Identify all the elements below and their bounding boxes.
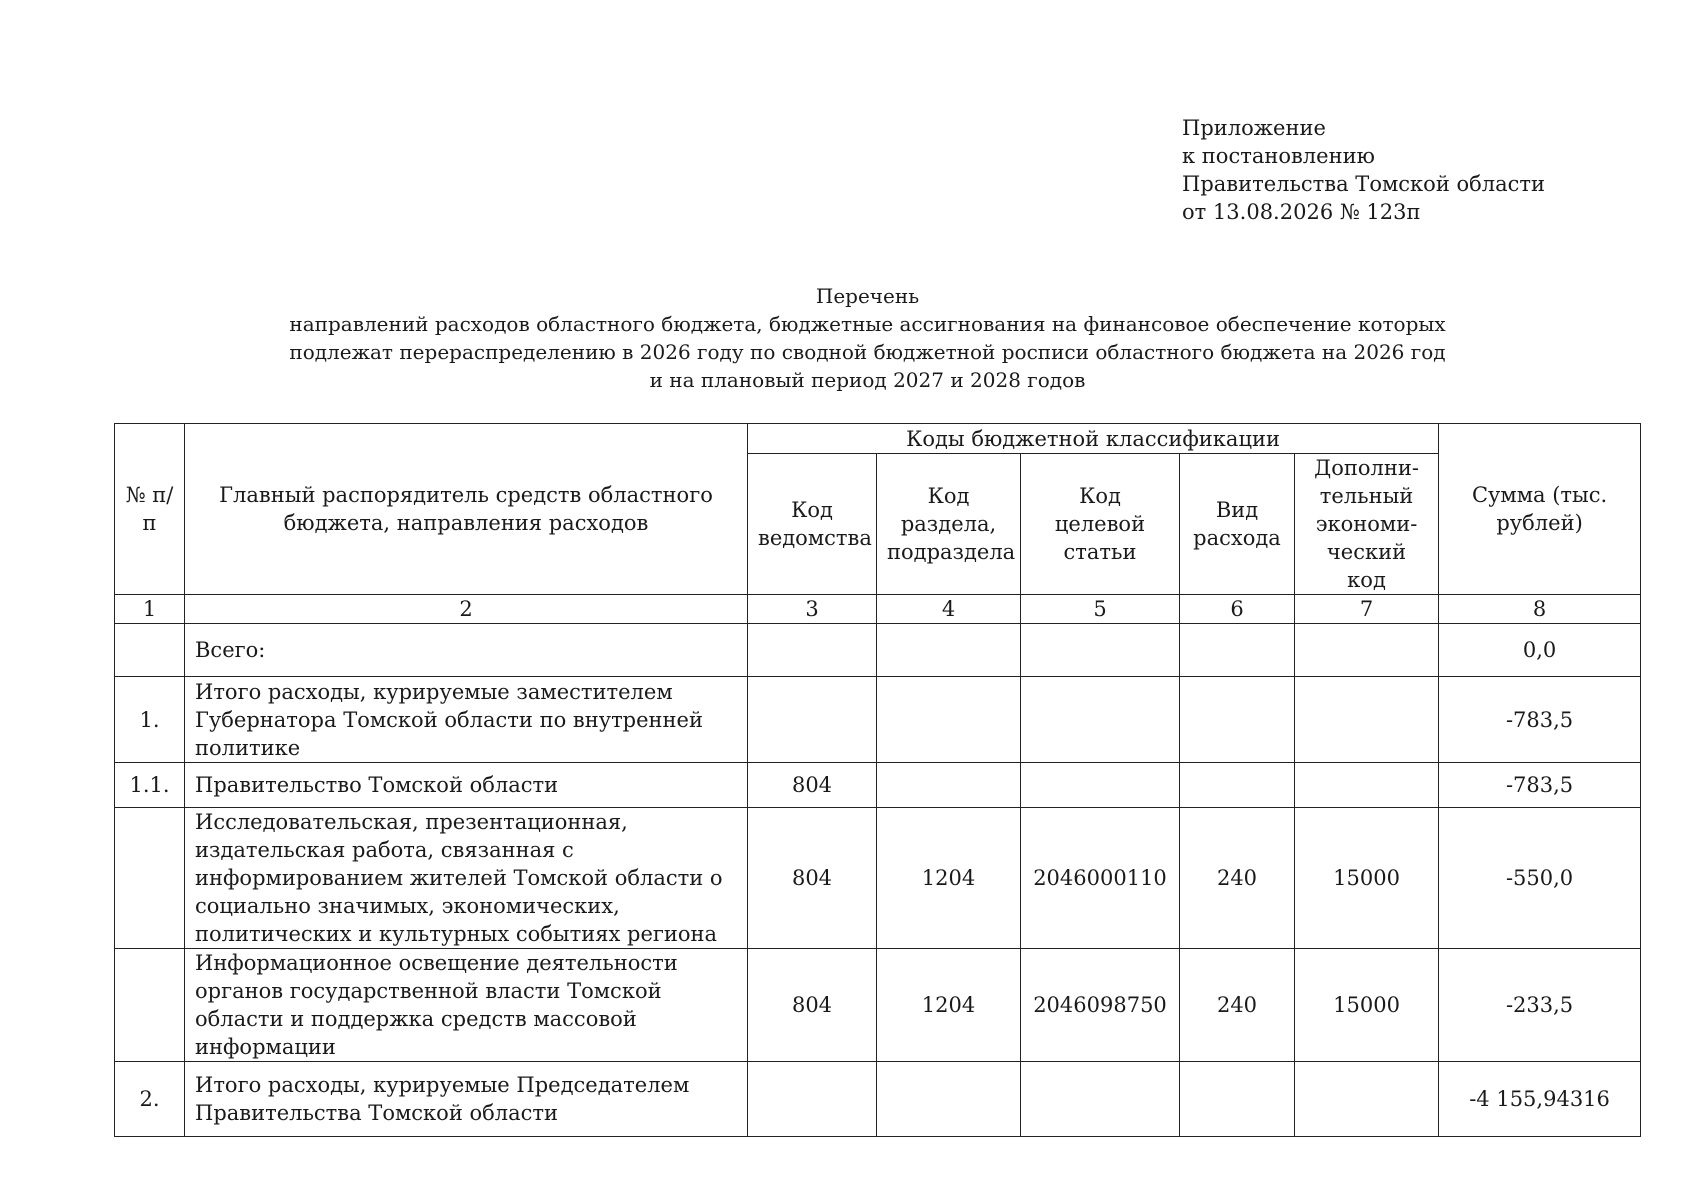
appendix-line: к постановлению: [1182, 144, 1375, 168]
document-title: [113, 282, 1622, 394]
row-dept: [748, 1062, 877, 1137]
row-number: [115, 808, 185, 949]
row-dept: 804: [748, 949, 877, 1062]
row-number: [115, 949, 185, 1062]
appendix-line: Приложение: [1182, 116, 1326, 140]
row-type: [1180, 624, 1295, 677]
row-sum: 0,0: [1439, 624, 1641, 677]
row-type: [1180, 1062, 1295, 1137]
header-target: Код целевой статьи: [1021, 454, 1180, 595]
row-name: Итого расходы, курируемые Председателем Правительства Томской области: [185, 1062, 748, 1137]
header-codes-group: Коды бюджетной классификации: [748, 424, 1439, 454]
row-number: 1.1.: [115, 763, 185, 808]
row-name: Итого расходы, курируемые заместителем Губернатора Томской области по внутренней политике: [185, 677, 748, 763]
row-econ: 15000: [1295, 949, 1439, 1062]
column-number: 7: [1295, 595, 1439, 624]
header-sum: Сумма (тыс. рублей): [1439, 424, 1641, 595]
header-section: Код раздела, подраздела: [877, 454, 1021, 595]
header-no: № п/п: [115, 424, 185, 595]
row-econ: [1295, 624, 1439, 677]
row-target: [1021, 763, 1180, 808]
row-dept: [748, 677, 877, 763]
row-target: [1021, 677, 1180, 763]
row-type: [1180, 763, 1295, 808]
row-name: Информационное освещение деятельности органов государственной власти Томской области и поддержка средств массовой информации: [185, 949, 748, 1062]
row-section: 1204: [877, 949, 1021, 1062]
column-number: 5: [1021, 595, 1180, 624]
row-type: 240: [1180, 808, 1295, 949]
title-line: направлений расходов областного бюджета, бюджетные ассигнования на финансовое обеспечение которых: [289, 312, 1446, 336]
table-row: [115, 949, 1641, 1062]
row-name: Всего:: [185, 624, 748, 677]
row-dept: [748, 624, 877, 677]
row-dept: 804: [748, 808, 877, 949]
title-line: и на плановый период 2027 и 2028 годов: [649, 368, 1086, 392]
row-target: [1021, 1062, 1180, 1137]
row-number: 1.: [115, 677, 185, 763]
header-type: Вид расхода: [1180, 454, 1295, 595]
row-sum: -550,0: [1439, 808, 1641, 949]
row-econ: [1295, 677, 1439, 763]
header-name: Главный распорядитель средств областного бюджета, направления расходов: [185, 424, 748, 595]
row-section: [877, 677, 1021, 763]
table-row: [115, 624, 1641, 677]
row-dept: 804: [748, 763, 877, 808]
row-name: Правительство Томской области: [185, 763, 748, 808]
header-econ: Дополни-тельный экономи-ческий код: [1295, 454, 1439, 595]
row-sum: -4 155,94316: [1439, 1062, 1641, 1137]
appendix-line: Правительства Томской области: [1182, 172, 1546, 196]
row-type: 240: [1180, 949, 1295, 1062]
appendix-line: от 13.08.2026 № 123п: [1182, 200, 1421, 224]
row-target: 2046098750: [1021, 949, 1180, 1062]
row-target: [1021, 624, 1180, 677]
column-numbers-row: [115, 595, 1641, 624]
row-section: [877, 1062, 1021, 1137]
row-type: [1180, 677, 1295, 763]
row-section: 1204: [877, 808, 1021, 949]
header-row: [115, 424, 1641, 454]
title-line: подлежат перераспределению в 2026 году по сводной бюджетной росписи областного бюджета на 2026 год: [289, 340, 1446, 364]
budget-table: [114, 423, 1641, 1137]
header-dept: Код ведомства: [748, 454, 877, 595]
row-econ: [1295, 763, 1439, 808]
table-row: [115, 808, 1641, 949]
row-sum: -233,5: [1439, 949, 1641, 1062]
column-number: 4: [877, 595, 1021, 624]
title-line: Перечень: [815, 284, 920, 308]
row-number: 2.: [115, 1062, 185, 1137]
row-econ: [1295, 1062, 1439, 1137]
row-econ: 15000: [1295, 808, 1439, 949]
row-name: Исследовательская, презентационная, издательская работа, связанная с информированием жителей Томской области о социально значимых, экономических, политических и культурных событиях региона: [185, 808, 748, 949]
column-number: 8: [1439, 595, 1641, 624]
column-number: 1: [115, 595, 185, 624]
row-sum: -783,5: [1439, 763, 1641, 808]
appendix-block: [1182, 114, 1545, 226]
row-target: 2046000110: [1021, 808, 1180, 949]
table-row: [115, 763, 1641, 808]
column-number: 3: [748, 595, 877, 624]
column-number: 6: [1180, 595, 1295, 624]
row-sum: -783,5: [1439, 677, 1641, 763]
row-number: [115, 624, 185, 677]
column-number: 2: [185, 595, 748, 624]
table-row: [115, 1062, 1641, 1137]
row-section: [877, 763, 1021, 808]
table-row: [115, 677, 1641, 763]
row-section: [877, 624, 1021, 677]
